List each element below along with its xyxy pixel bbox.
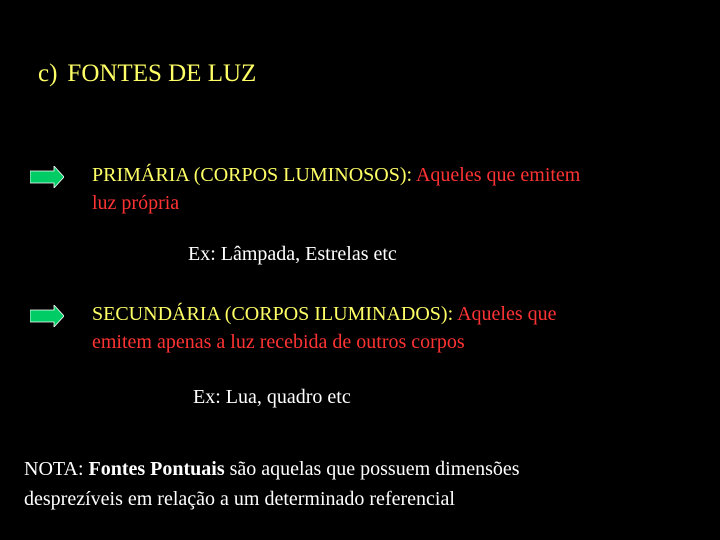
note-text-continued: desprezíveis em relação a um determinado referencial xyxy=(24,488,455,510)
arrow-right-icon xyxy=(30,166,64,188)
title-text: FONTES DE LUZ xyxy=(67,60,257,87)
note-text: são aquelas que possuem dimensões xyxy=(229,458,520,480)
slide-title xyxy=(38,60,256,88)
item-label: PRIMÁRIA (CORPOS LUMINOSOS): xyxy=(92,164,413,186)
note-paragraph xyxy=(24,454,704,514)
item-example: Ex: Lua, quadro etc xyxy=(193,386,351,408)
item-label: SECUNDÁRIA (CORPOS ILUMINADOS): xyxy=(92,303,454,325)
item-description-continued: emitem apenas a luz recebida de outros corpos xyxy=(92,331,465,353)
arrow-right-icon xyxy=(30,305,64,327)
list-item-secondary xyxy=(92,300,692,356)
list-item-primary xyxy=(92,161,692,217)
note-prefix: NOTA: xyxy=(24,458,84,480)
note-term: Fontes Pontuais xyxy=(88,458,225,480)
item-description: Aqueles que emitem xyxy=(415,164,581,186)
item-description: Aqueles que xyxy=(457,303,557,325)
item-example: Ex: Lâmpada, Estrelas etc xyxy=(188,243,397,265)
title-marker: c) xyxy=(38,60,58,87)
item-description-continued: luz própria xyxy=(92,192,180,214)
